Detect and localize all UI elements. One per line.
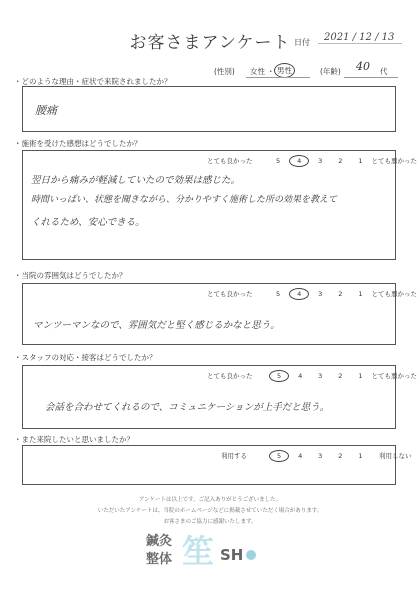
scale-left-label: 利用する (221, 452, 247, 460)
footer-thanks: アンケートは以上です。ご記入ありがとうございました。 (138, 497, 282, 503)
answer-line: くれるため、安心できる。 (31, 217, 145, 228)
rating-option[interactable]: 4 (298, 372, 303, 380)
gender-label: (性別) (214, 67, 235, 76)
rating-option[interactable]: 1 (358, 372, 363, 380)
answer-box-atmosphere[interactable] (22, 283, 417, 345)
rating-option-selected[interactable]: 4 (289, 288, 309, 300)
footer-gratitude: お客さまのご協力に感謝いたします。 (163, 519, 257, 525)
age-value: 40 (356, 60, 370, 73)
age-unit: 代 (380, 67, 388, 76)
question-treatment: ・施術を受けた感想はどうでしたか？ (14, 139, 142, 148)
answer-box-reason[interactable] (22, 86, 396, 132)
rating-option[interactable]: 3 (318, 452, 323, 460)
rating-option[interactable]: 2 (338, 290, 343, 298)
answer-line: 翌日から痛みが軽減していたので効果は感じた。 (31, 175, 241, 186)
clinic-logo (146, 532, 276, 578)
age-label: (年齢) (320, 67, 341, 76)
question-revisit: ・また来院したいと思いましたか？ (14, 435, 134, 444)
scale-left-label: とても良かった (207, 372, 253, 380)
question-atmosphere: ・当院の雰囲気はどうでしたか？ (14, 271, 127, 280)
answer-box-treatment[interactable] (22, 150, 417, 260)
scale-right-label: とても悪かった (371, 372, 417, 380)
scale-right-label: 利用しない (378, 452, 412, 460)
rating-option-selected[interactable]: 5 (269, 450, 289, 462)
question-reason: ・どのような理由・症状で来院されましたか？ (14, 77, 172, 86)
rating-option-selected[interactable]: 5 (269, 370, 289, 382)
gender-male-option[interactable]: 男性 (274, 63, 295, 78)
rating-option[interactable]: 1 (358, 290, 363, 298)
scale-right-label: とても悪かった (371, 157, 417, 165)
logo-sh: SH (220, 546, 244, 564)
answer-line: 会話を合わせてくれるので、コミュニケーションが上手だと思う。 (45, 402, 330, 413)
date-value: 2021 / 12 / 13 (318, 32, 402, 44)
answer-line: マンツーマンなので、雰囲気だと堅く感じるかなと思う。 (33, 320, 280, 331)
answer-line: 腰痛 (35, 104, 57, 117)
rating-option[interactable]: 1 (358, 157, 363, 165)
rating-option[interactable]: 2 (338, 452, 343, 460)
age-underline (344, 77, 398, 78)
rating-option[interactable]: 5 (276, 157, 281, 165)
scale-right-label: とても悪かった (371, 290, 417, 298)
rating-scale-revisit (221, 450, 411, 462)
rating-option[interactable]: 4 (298, 452, 303, 460)
rating-option[interactable]: 3 (318, 290, 323, 298)
answer-box-staff[interactable] (22, 365, 417, 429)
answer-box-revisit[interactable] (22, 445, 412, 485)
answer-line: 時間いっぱい、状態を聞きながら、分かりやすく施術した所の効果を教えて (31, 195, 338, 205)
logo-line2: 整体 (146, 552, 173, 567)
logo-dot-icon (246, 550, 256, 560)
rating-option[interactable]: 2 (338, 157, 343, 165)
rating-option[interactable]: 3 (318, 372, 323, 380)
rating-scale-treatment (207, 155, 417, 167)
scale-left-label: とても良かった (207, 157, 253, 165)
rating-scale-staff (207, 370, 417, 382)
logo-line1: 鍼灸 (146, 534, 173, 549)
gender-underline (246, 77, 310, 78)
rating-scale-atmosphere (207, 288, 417, 300)
scale-left-label: とても良かった (207, 290, 253, 298)
question-staff: ・スタッフの対応・接客はどうでしたか？ (14, 353, 157, 362)
rating-option[interactable]: 3 (318, 157, 323, 165)
gender-female-option[interactable]: 女性 (250, 67, 265, 76)
logo-mark: 笙 (182, 532, 215, 570)
rating-option[interactable]: 1 (358, 452, 363, 460)
page-title: お客さまアンケート (129, 33, 291, 53)
rating-option[interactable]: 2 (338, 372, 343, 380)
rating-option[interactable]: 5 (276, 290, 281, 298)
footer-notice: いただいたアンケートは、当院のホームページなどに掲載させていただく場合があります。 (97, 508, 323, 514)
date-label: 日付 (294, 38, 310, 47)
gender-separator: ・ (267, 67, 275, 76)
rating-option-selected[interactable]: 4 (289, 155, 309, 167)
